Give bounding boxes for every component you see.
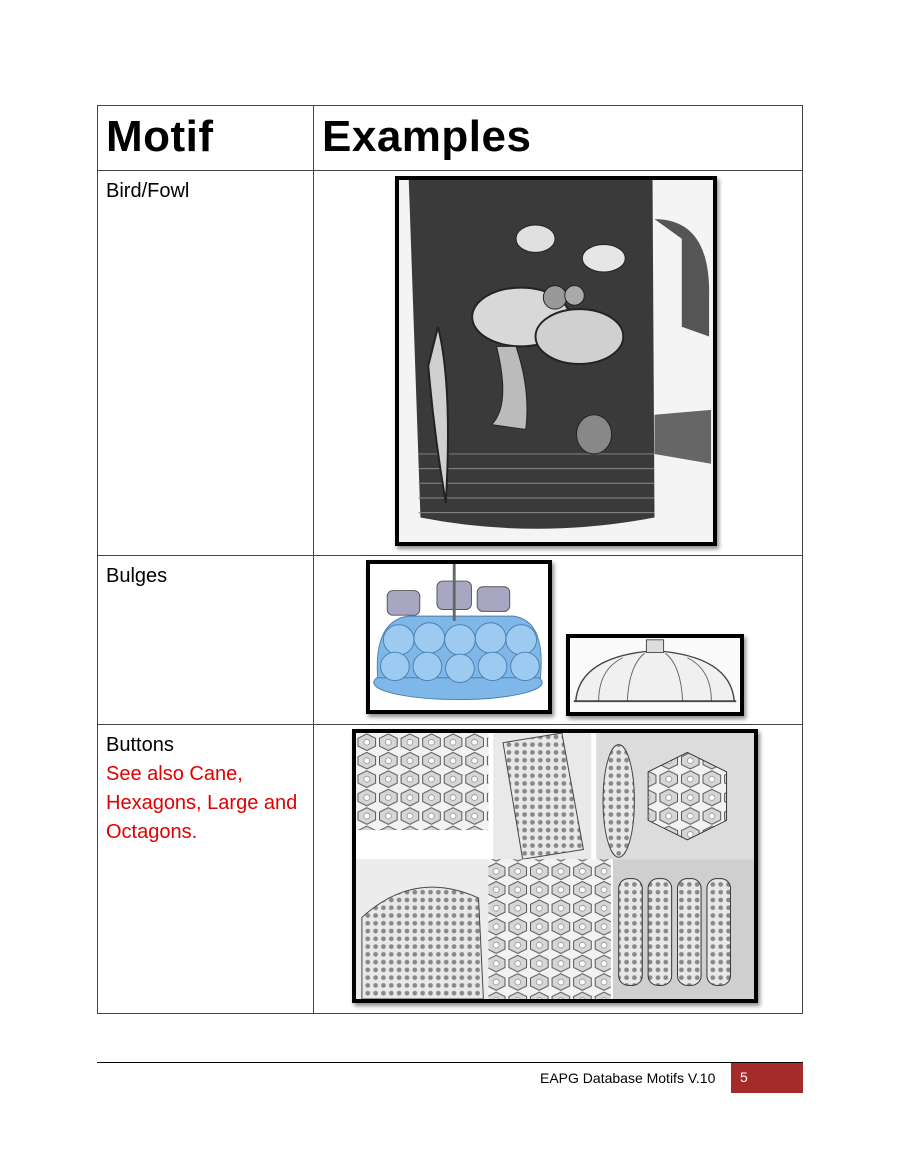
table-row [98, 724, 803, 1013]
see-also-note: See also Cane, Hexagons, Large and Octagons. [106, 762, 298, 843]
motif-name: Buttons [106, 733, 174, 756]
motif-table [97, 105, 803, 1014]
motif-column-header: Motif [98, 106, 314, 171]
examples-cell [314, 556, 803, 724]
motif-name: Bulges [98, 556, 314, 724]
footer-title: EAPG Database Motifs V.10 [540, 1070, 716, 1086]
examples-cell [314, 724, 803, 1013]
bird-mug-image [395, 176, 717, 546]
buttons-collage-image [352, 729, 758, 1003]
bulges-covered-dish-image [566, 634, 744, 716]
motif-name: Bird/Fowl [98, 171, 314, 556]
table-row [98, 171, 803, 556]
footer-divider [97, 1062, 803, 1063]
page-number-badge: 5 [731, 1063, 803, 1093]
examples-cell [314, 171, 803, 556]
motif-name-cell [98, 724, 314, 1013]
bulges-shaker-set-image [366, 560, 552, 714]
examples-column-header: Examples [314, 106, 803, 171]
table-row [98, 556, 803, 724]
